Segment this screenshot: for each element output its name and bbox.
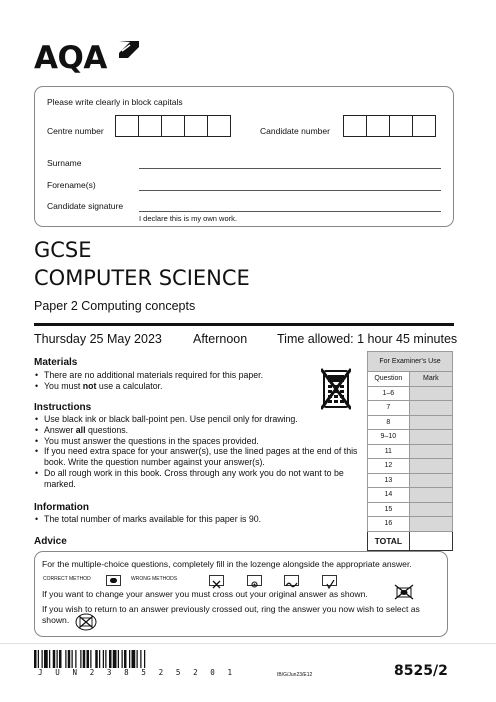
materials-list <box>34 370 314 392</box>
wrong-dot-lozenge-icon <box>247 575 262 586</box>
table-row: 14 <box>368 488 453 503</box>
candidate-details-box <box>34 86 454 227</box>
mark-cell <box>409 444 452 459</box>
wrong-scribble-lozenge-icon <box>284 575 299 586</box>
candidate-number-label: Candidate number <box>260 126 330 136</box>
total-cell <box>409 531 452 550</box>
table-row: 8 <box>368 415 453 430</box>
instructions-heading: Instructions <box>34 402 92 413</box>
exam-session: Afternoon <box>193 332 248 346</box>
title-rule <box>34 323 454 326</box>
list-item: • You must answer the questions in the spaces provided. <box>34 436 366 447</box>
no-calculator-icon <box>321 367 351 411</box>
list-item: • If you need extra space for your answer(s), use the lined pages at the end of this book. Write the question number against your answer(s). <box>34 446 366 468</box>
table-row: 15 <box>368 502 453 517</box>
mark-cell <box>409 473 452 488</box>
declaration-text: I declare this is my own work. <box>139 214 237 223</box>
mark-cell <box>409 502 452 517</box>
information-heading: Information <box>34 502 89 513</box>
mark-cell <box>409 415 452 430</box>
paper-title: Paper 2 Computing concepts <box>34 299 196 313</box>
mark-cell <box>409 517 452 532</box>
table-row: 9–10 <box>368 430 453 445</box>
logo-mark-icon <box>116 41 139 61</box>
total-label: TOTAL <box>368 531 410 550</box>
block-capitals-note: Please write clearly in block capitals <box>47 97 183 107</box>
table-row: 12 <box>368 459 453 474</box>
mark-column-header: Mark <box>409 372 452 387</box>
mark-cell <box>409 386 452 401</box>
subject-title: COMPUTER SCIENCE <box>34 266 250 290</box>
advice-box <box>34 551 448 637</box>
wrong-check-lozenge-icon <box>322 575 337 586</box>
list-item: • Do all rough work in this book. Cross through any work you do not want to be marked. <box>34 468 366 490</box>
list-item: • The total number of marks available for this paper is 90. <box>34 514 354 525</box>
list-item: • There are no additional materials required for this paper. <box>34 370 314 381</box>
ringed-lozenge-icon <box>75 613 97 631</box>
document-reference: IB/G/Jun23/E12 <box>277 672 313 678</box>
centre-number-label: Centre number <box>47 126 104 136</box>
instructions-list <box>34 414 366 490</box>
forenames-label: Forename(s) <box>47 180 96 190</box>
barcode-icon <box>34 650 194 668</box>
list-item: • Use black ink or black ball-point pen. Use pencil only for drawing. <box>34 414 366 425</box>
table-row: 1–6 <box>368 386 453 401</box>
time-allowed: Time allowed: 1 hour 45 minutes <box>277 332 458 346</box>
correct-lozenge-icon <box>106 575 121 586</box>
table-row: 7 <box>368 401 453 416</box>
advice-heading: Advice <box>34 536 67 547</box>
advice-line-3: If you wish to return to an answer previously crossed out, ring the answer you now wish to select as shown. <box>42 604 420 625</box>
aqa-logo <box>34 40 144 76</box>
crossed-lozenge-icon <box>394 584 414 600</box>
mark-cell <box>409 401 452 416</box>
examiner-table-heading: For Examiner's Use <box>368 352 453 372</box>
centre-number-field[interactable] <box>116 115 231 137</box>
wrong-methods-label: WRONG METHODS <box>131 576 178 582</box>
surname-field[interactable] <box>139 168 441 169</box>
forenames-field[interactable] <box>139 190 441 191</box>
list-item: • Answer all questions. <box>34 425 366 436</box>
advice-line-1: For the multiple-choice questions, completely fill in the lozenge alongside the appropriate answer. <box>42 559 412 569</box>
materials-heading: Materials <box>34 357 78 368</box>
surname-label: Surname <box>47 158 82 168</box>
mark-cell <box>409 459 452 474</box>
mark-cell <box>409 430 452 445</box>
paper-code: 8525/2 <box>394 663 448 679</box>
signature-label: Candidate signature <box>47 201 124 211</box>
correct-method-label: CORRECT METHOD <box>43 576 91 582</box>
information-list <box>34 514 354 525</box>
qualification-title: GCSE <box>34 238 92 262</box>
list-item: • You must not use a calculator. <box>34 381 314 392</box>
advice-line-2: If you want to change your answer you must cross out your original answer as shown. <box>42 589 368 599</box>
question-column-header: Question <box>368 372 410 387</box>
table-row: 13 <box>368 473 453 488</box>
logo-text: AQA <box>34 40 107 76</box>
signature-field[interactable] <box>139 211 441 212</box>
table-row: 16 <box>368 517 453 532</box>
barcode-number: J U N 2 3 8 5 2 5 2 0 1 <box>38 668 237 677</box>
table-row: 11 <box>368 444 453 459</box>
examiner-use-table <box>367 351 453 551</box>
mark-cell <box>409 488 452 503</box>
candidate-number-field[interactable] <box>344 115 436 137</box>
exam-date: Thursday 25 May 2023 <box>34 332 162 346</box>
footer-rule <box>0 643 496 644</box>
wrong-tick-lozenge-icon <box>209 575 224 586</box>
